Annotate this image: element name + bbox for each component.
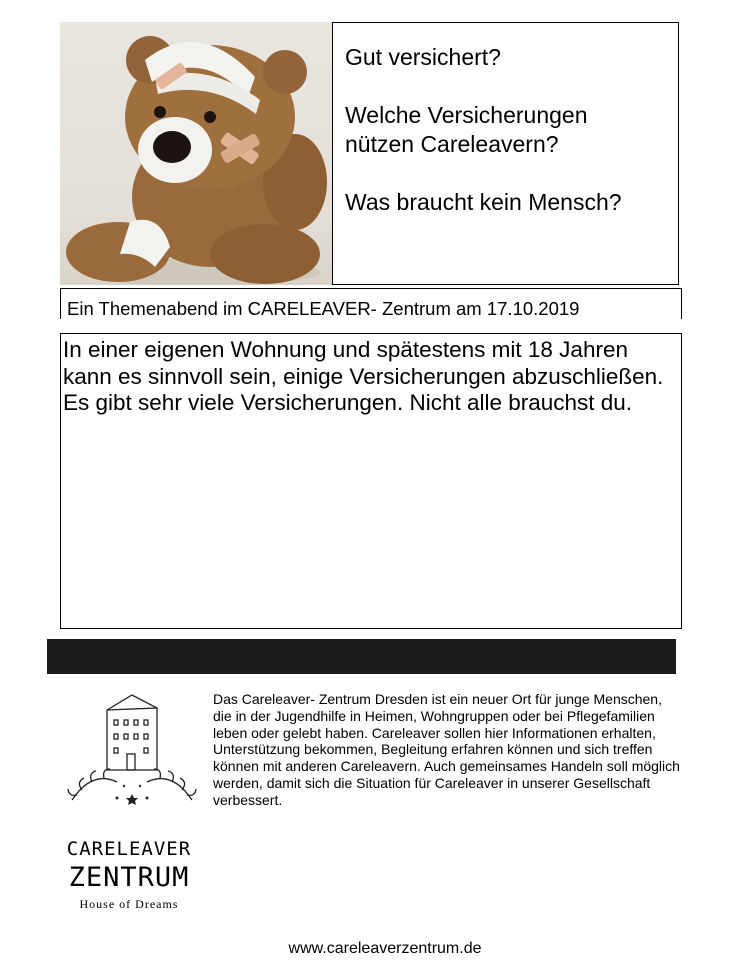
about-text: Das Careleaver- Zentrum Dresden ist ein neuer Ort für junge Menschen, die in der Jugendhilfe in Heimen, Wohngruppen oder bei Pflegefamilien leben oder gelebt haben. Careleaver sollen hier Informationen erhalten, Unterstützung bekommen, Begleitung erfahren können und sich treffen können mit anderen Careleavern. Auch gemeinsames Handeln soll möglich werden, damit sich die Situation für Careleaver in unserer Gesellschaft verbessert.: [213, 691, 680, 808]
question-1: Gut versichert?: [345, 44, 501, 70]
question-2: Welche Versicherungen nützen Careleavern?: [345, 102, 588, 157]
questions-box: [332, 22, 679, 285]
intro-text: In einer eigenen Wohnung und spätestens mit 18 Jahren kann es sinnvoll sein, einige Versicherungen abzuschließen. Es gibt sehr viele Versicherungen. Nicht alle brauchst du.: [60, 333, 682, 629]
logo-wordmark-1: CARELEAVER: [66, 838, 192, 860]
divider-bar: [47, 639, 676, 674]
question-3: Was braucht kein Mensch?: [345, 189, 622, 215]
logo-wordmark-2: ZENTRUM: [68, 862, 190, 893]
logo-tagline: House of Dreams: [79, 897, 179, 911]
house-icon: [62, 690, 202, 835]
teddy-bear-illustration: [60, 22, 332, 285]
teddy-bear-photo: [60, 22, 332, 285]
event-announcement: Ein Themenabend im CARELEAVER- Zentrum am 17.10.2019: [60, 288, 682, 319]
website-link[interactable]: www.careleaverzentrum.de: [288, 940, 482, 957]
